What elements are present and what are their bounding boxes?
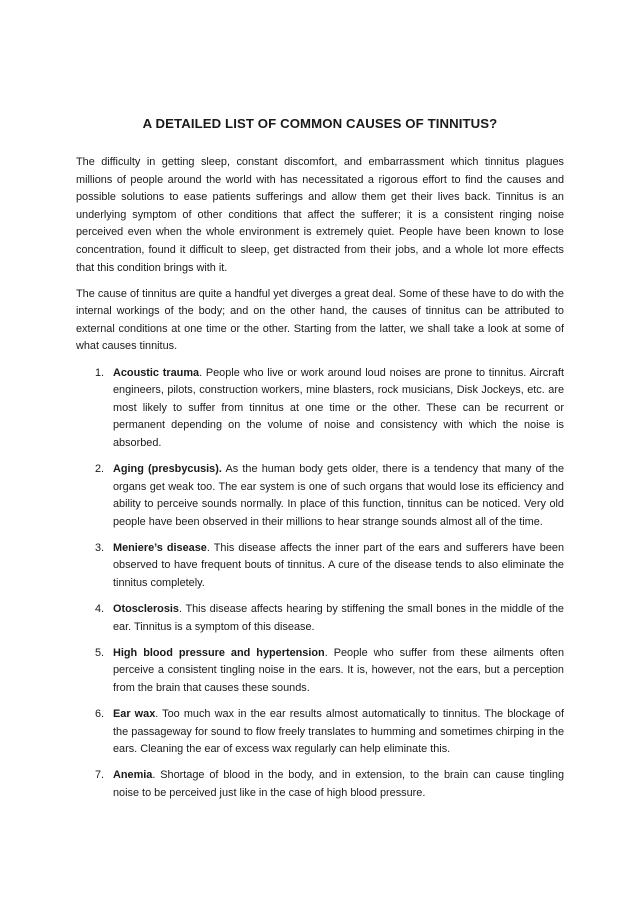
list-number: 4. (95, 603, 105, 616)
list-item (76, 601, 564, 636)
list-number: 3. (95, 541, 105, 554)
cause-description: . People who suffer from these ailments often perceive a consistent tingling noise in the ears. It is, however, not the ears, but a perception from the brain that causes these sounds. (113, 646, 565, 695)
list-number: 6. (95, 708, 105, 721)
cause-term: High blood pressure and hypertension (113, 646, 325, 659)
list-item (76, 461, 564, 531)
cause-description: As the human body gets older, there is a tendency that many of the organs get weak too. The ear system is one of such organs that would lose its efficiency and ability to perceive sounds normally. In place of this function, tinnitus can be noticed. Very old people have been observed in their millions to hear strange sounds almost all of the time. (113, 463, 564, 528)
cause-description: . Shortage of blood in the body, and in extension, to the brain can cause tingling noise to be perceived just like in the case of high blood pressure. (113, 769, 564, 799)
list-number: 5. (95, 646, 105, 659)
list-number: 2. (95, 463, 105, 475)
list-item (76, 706, 564, 759)
cause-term: Aging (presbycusis). (113, 463, 222, 475)
list-number: 1. (95, 366, 105, 379)
cause-term: Ear wax (113, 708, 156, 721)
list-item (76, 645, 564, 698)
list-number: 7. (95, 769, 105, 782)
cause-description: . Too much wax in the ear results almost automatically to tinnitus. The blockage of the passageway for sound to flow freely translates to humming and sometimes chirping in the ears. Cleaning the ear of excess wax regularly can help eliminate this. (113, 708, 564, 756)
cause-term: Meniere’s disease (113, 541, 207, 554)
list-item (76, 540, 564, 593)
causes-list (76, 365, 564, 803)
cause-description: . This disease affects hearing by stiffening the small bones in the middle of the ear. Tinnitus is a symptom of this disease. (113, 603, 564, 633)
intro-paragraph: The difficulty in getting sleep, constant discomfort, and embarrassment which tinnitus plagues millions of people around the world with has necessitated a rigorous effort to find the causes and possible solutions to ease patients sufferings and allow them get their lives back. Tinnitus is an underlying symptom of other conditions that affect the sufferer; it is a consistent ringing noise perceived even when the whole environment is extremely quiet. People have been known to lose concentration, found it difficult to sleep, get distracted from their jobs, and a whole lot more effects that this condition brings with it. (76, 156, 564, 274)
list-item (76, 767, 564, 802)
page-title: A DETAILED LIST OF COMMON CAUSES OF TINNITUS? (142, 116, 498, 131)
cause-description: . People who live or work around loud noises are prone to tinnitus. Aircraft engineers, pilots, construction workers, mine blasters, rock musicians, Disk Jockeys, etc. are most likely to suffer from tinnitus at one time or the other. These can be recurrent or permanent depending on the volume of noise and consistency with which the noise is absorbed. (113, 366, 564, 449)
cause-term: Acoustic trauma (113, 366, 200, 379)
list-item (76, 365, 564, 453)
cause-term: Otosclerosis (113, 603, 179, 616)
causes-intro-paragraph: The cause of tinnitus are quite a handful yet diverges a great deal. Some of these have to do with the internal workings of the body; and on the other hand, the causes of tinnitus can be attributed to external conditions at one time or the other. Starting from the latter, we shall take a look at some of what causes tinnitus. (76, 287, 564, 353)
cause-term: Anemia (113, 769, 153, 782)
cause-description: . This disease affects the inner part of the ears and sufferers have been observed to have frequent bouts of tinnitus. A cure of the disease tends to also eliminate the tinnitus completely. (113, 541, 565, 590)
